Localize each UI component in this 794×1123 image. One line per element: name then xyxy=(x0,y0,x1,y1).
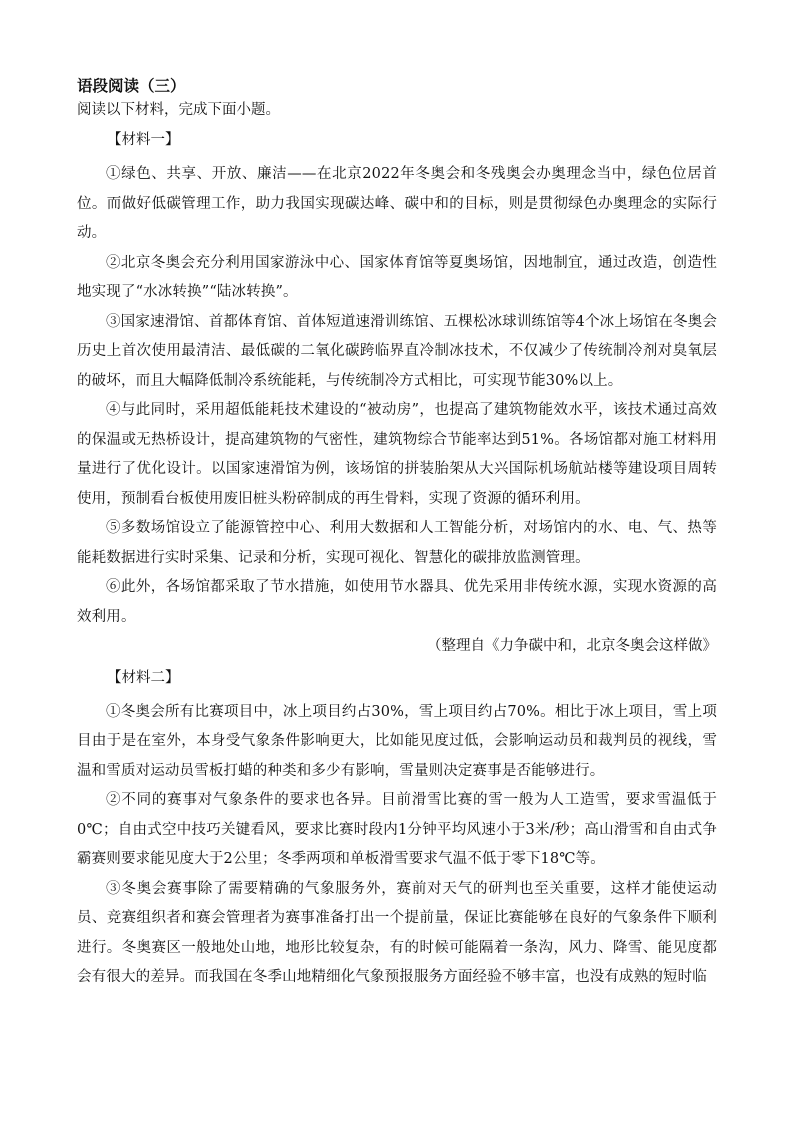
document-page xyxy=(77,74,717,993)
material1-paragraph-4: ④与此同时，采用超低能耗技术建设的“被动房”，也提高了建筑物能效水平，该技术通过高效的保温或无热桥设计，提高建筑物的气密性，建筑物综合节能率达到51%。各场馆都对施工材料用量进行了优化设计。以国家速滑馆为例，该场馆的拼装胎架从大兴国际机场航站楼等建设项目周转使用，预制看台板使用废旧桩头粉碎制成的再生骨料，实现了资源的循环利用。 xyxy=(77,402,717,507)
material1-paragraph-2: ②北京冬奥会充分利用国家游泳中心、国家体育馆等夏奥场馆，因地制宜，通过改造，创造性地实现了“水冰转换”“陆冰转换”。 xyxy=(77,254,717,300)
material2-paragraph-3: ③冬奥会赛事除了需要精确的气象服务外，赛前对天气的研判也至关重要，这样才能使运动员、竞赛组织者和赛会管理者为赛事准备打出一个提前量，保证比赛能够在良好的气象条件下顺利进行。冬奥赛区一般地处山地，地形比较复杂，有的时候可能隔着一条沟，风力、降雪、能见度都会有很大的差异。而我国在冬季山地精细化气象预报服务方面经验不够丰富，也没有成熟的短时临 xyxy=(77,880,717,985)
material1-paragraph-5: ⑤多数场馆设立了能源管控中心、利用大数据和人工智能分析，对场馆内的水、电、气、热等能耗数据进行实时采集、记录和分析，实现可视化、智慧化的碳排放监测管理。 xyxy=(77,520,717,566)
section-title: 语段阅读（三） xyxy=(77,77,186,95)
material2-paragraph-1: ①冬奥会所有比赛项目中，冰上项目约占30%，雪上项目约占70%。相比于冰上项目，雪上项目由于是在室外，本身受气象条件影响更大，比如能见度过低，会影响运动员和裁判员的视线，雪温和雪质对运动员雪板打蜡的种类和多少有影响，雪量则决定赛事是否能够进行。 xyxy=(77,703,717,779)
material1-heading: 【材料一】 xyxy=(107,132,180,148)
material1-paragraph-1: ①绿色、共享、开放、廉洁——在北京2022年冬奥会和冬残奥会办奥理念当中，绿色位居首位。而做好低碳管理工作，助力我国实现碳达峰、碳中和的目标，则是贯彻绿色办奥理念的实际行动。 xyxy=(77,166,717,241)
material1-paragraph-6: ⑥此外，各场馆都采取了节水措施，如使用节水器具、优先采用非传统水源，实现水资源的高效利用。 xyxy=(77,579,717,625)
material2-paragraph-2: ②不同的赛事对气象条件的要求也各异。目前滑雪比赛的雪一般为人工造雪，要求雪温低于0℃；自由式空中技巧关键看风，要求比赛时段内1分钟平均风速小于3米/秒；高山滑雪和自由式争霸赛则要求能见度大于2公里；冬季两项和单板滑雪要求气温不低于零下18℃等。 xyxy=(77,792,717,867)
material1-source: （整理自《力争碳中和，北京冬奥会这样做》 xyxy=(427,638,717,654)
material1-paragraph-3: ③国家速滑馆、首都体育馆、首体短道速滑训练馆、五棵松冰球训练馆等4个冰上场馆在冬奥会历史上首次使用最清洁、最低碳的二氧化碳跨临界直冷制冰技术，不仅减少了传统制冷剂对臭氧层的破坏，而且大幅降低制冷系统能耗，与传统制冷方式相比，可实现节能30%以上。 xyxy=(77,313,717,389)
material2-heading: 【材料二】 xyxy=(107,669,180,686)
instructions: 阅读以下材料，完成下面小题。 xyxy=(77,102,280,118)
